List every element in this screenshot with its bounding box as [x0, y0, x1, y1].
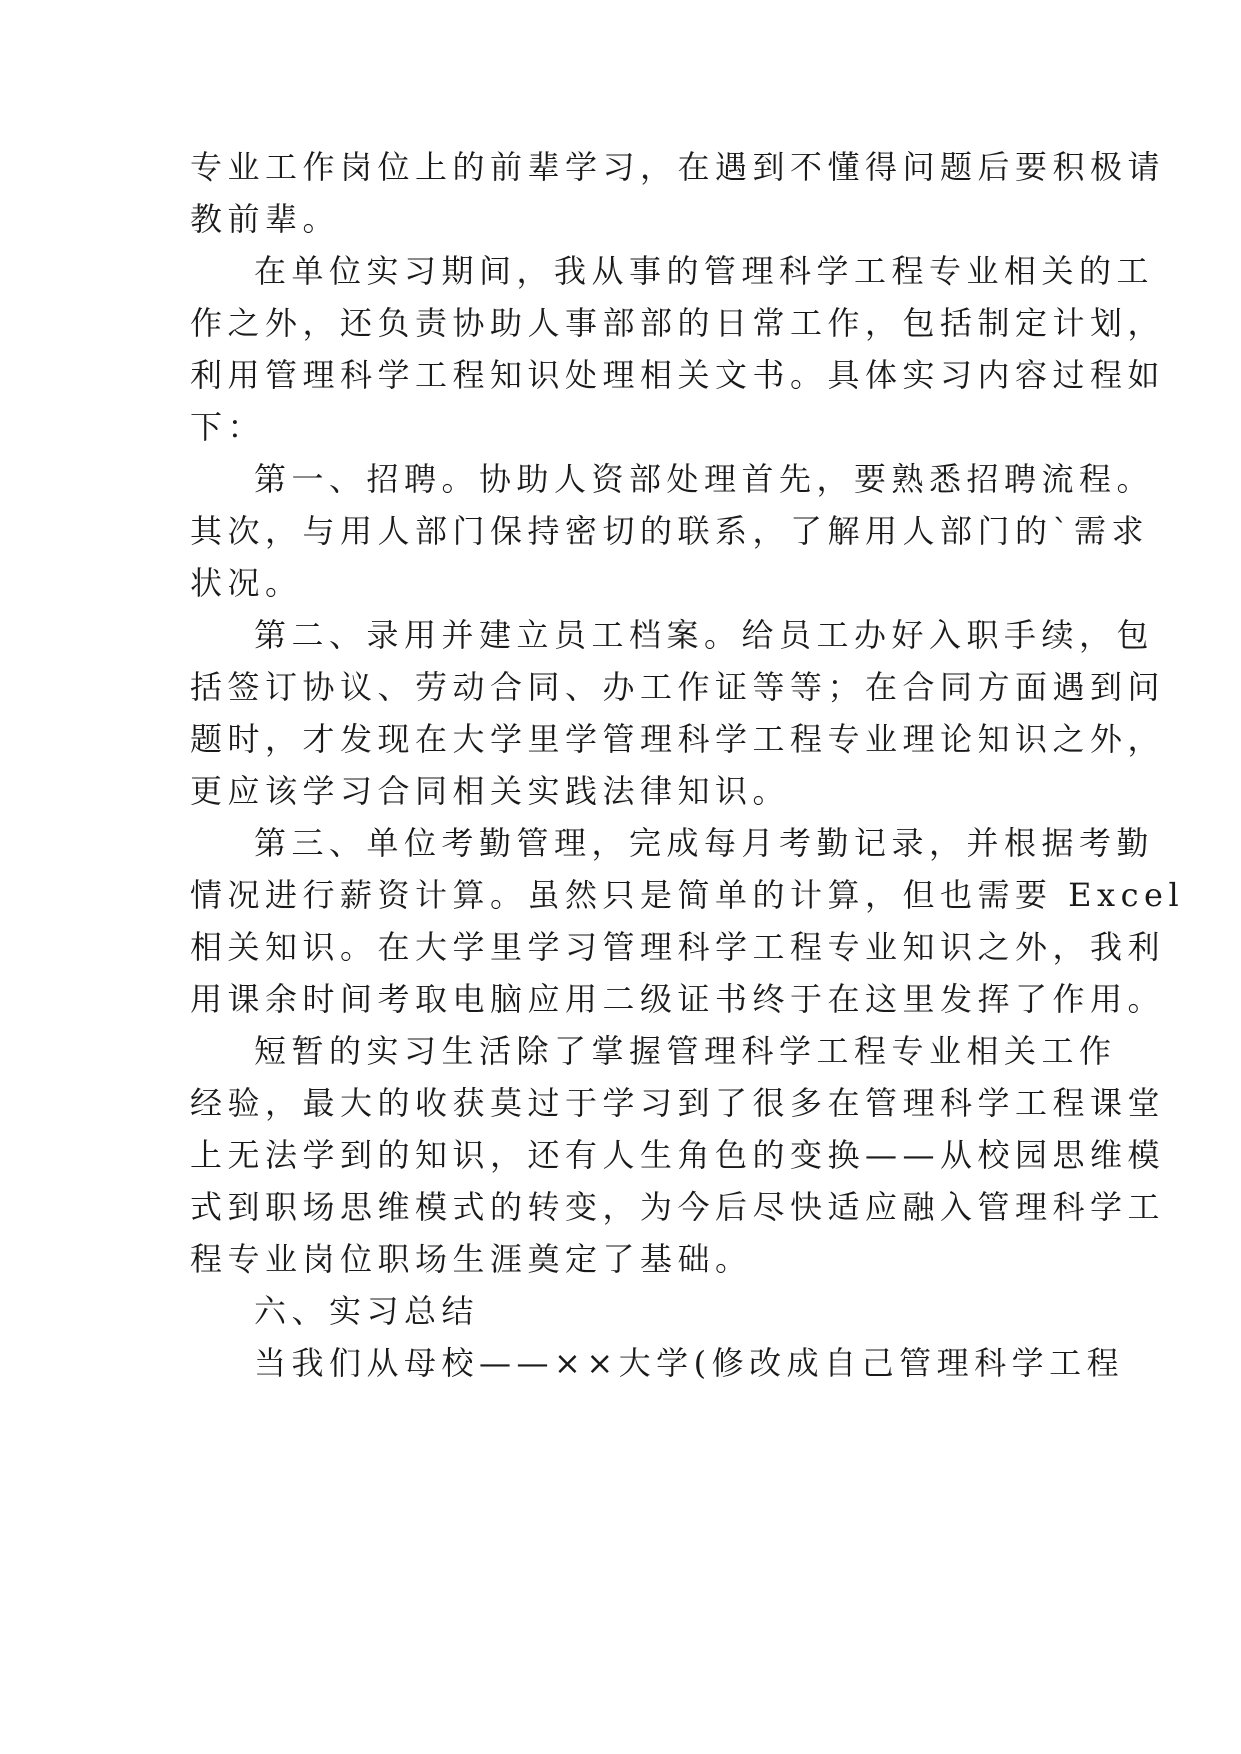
paragraph-first-line: 在单位实习期间，我从事的管理科学工程专业相关的工	[254, 252, 1155, 290]
text-line: 题时，才发现在大学里学管理科学工程专业理论知识之外，	[190, 720, 1166, 758]
paragraph-first-line: 当我们从母校——××大学(修改成自己管理科学工程	[254, 1344, 1125, 1382]
paragraph-first-line: 第二、录用并建立员工档案。给员工办好入职手续，包	[254, 616, 1155, 654]
text-line: 作之外，还负责协助人事部部的日常工作，包括制定计划，	[190, 304, 1166, 342]
text-line: 下：	[190, 408, 266, 446]
section-heading: 六、实习总结	[254, 1292, 480, 1330]
text-line: 上无法学到的知识，还有人生角色的变换——从校园思维模	[190, 1136, 1166, 1174]
text-line: 更应该学习合同相关实践法律知识。	[190, 772, 791, 810]
text-line: 状况。	[190, 564, 303, 602]
text-line: 专业工作岗位上的前辈学习，在遇到不懂得问题后要积极请	[190, 148, 1166, 186]
text-line: 教前辈。	[190, 200, 341, 238]
text-line: 括签订协议、劳动合同、办工作证等等；在合同方面遇到问	[190, 668, 1166, 706]
text-line: 利用管理科学工程知识处理相关文书。具体实习内容过程如	[190, 356, 1166, 394]
text-line: 其次，与用人部门保持密切的联系，了解用人部门的`需求	[190, 512, 1150, 550]
paragraph-first-line: 第三、单位考勤管理，完成每月考勤记录，并根据考勤	[254, 824, 1155, 862]
paragraph-first-line: 第一、招聘。协助人资部处理首先，要熟悉招聘流程。	[254, 460, 1155, 498]
text-line: 经验，最大的收获莫过于学习到了很多在管理科学工程课堂	[190, 1084, 1166, 1122]
paragraph-first-line: 短暂的实习生活除了掌握管理科学工程专业相关工作	[254, 1032, 1117, 1070]
text-line: 式到职场思维模式的转变，为今后尽快适应融入管理科学工	[190, 1188, 1166, 1226]
text-line: 用课余时间考取电脑应用二级证书终于在这里发挥了作用。	[190, 980, 1166, 1018]
text-line: 程专业岗位职场生涯奠定了基础。	[190, 1240, 753, 1278]
text-line: 相关知识。在大学里学习管理科学工程专业知识之外，我利	[190, 928, 1166, 966]
text-line: 情况进行薪资计算。虽然只是简单的计算，但也需要 Excel	[190, 876, 1185, 914]
